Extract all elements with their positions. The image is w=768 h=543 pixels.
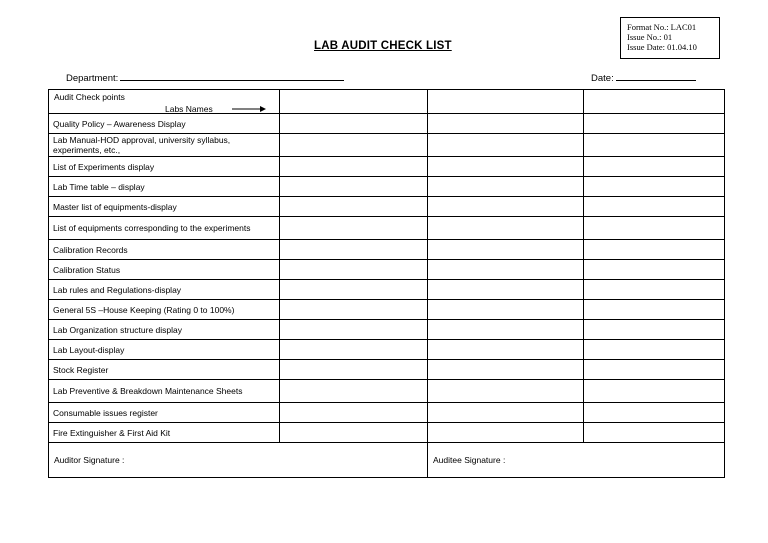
- check-point-label: Master list of equipments-display: [49, 197, 280, 217]
- department-field: [66, 71, 344, 84]
- lab-entry-cell[interactable]: [280, 280, 428, 300]
- issue-date: Issue Date: 01.04.10: [627, 42, 697, 52]
- check-point-label: Calibration Records: [49, 240, 280, 260]
- lab-entry-cell[interactable]: [280, 380, 428, 403]
- lab-entry-cell[interactable]: [428, 157, 584, 177]
- page-title: LAB AUDIT CHECK LIST: [314, 40, 452, 52]
- lab-entry-cell[interactable]: [428, 423, 584, 443]
- check-point-label: Calibration Status: [49, 260, 280, 280]
- lab-entry-cell[interactable]: [584, 157, 725, 177]
- lab-entry-cell[interactable]: [428, 217, 584, 240]
- lab-entry-cell[interactable]: [428, 280, 584, 300]
- check-point-label: Stock Register: [49, 360, 280, 380]
- date-field: [591, 71, 696, 84]
- format-number: Format No.: LAC01: [627, 22, 697, 32]
- lab-entry-cell[interactable]: [584, 280, 725, 300]
- table-row: [49, 300, 725, 320]
- lab-entry-cell[interactable]: [428, 360, 584, 380]
- labs-names-heading: Labs Names: [165, 104, 213, 114]
- lab-entry-cell[interactable]: [280, 114, 428, 134]
- check-point-label: List of equipments corresponding to the experiments: [49, 217, 280, 240]
- lab-entry-cell[interactable]: [280, 340, 428, 360]
- lab-entry-cell[interactable]: [428, 240, 584, 260]
- lab-entry-cell[interactable]: [280, 217, 428, 240]
- auditor-signature-label: Auditor Signature :: [54, 455, 125, 465]
- table-row: [49, 157, 725, 177]
- table-row: [49, 260, 725, 280]
- check-point-label: Lab Preventive & Breakdown Maintenance Sheets: [49, 380, 280, 403]
- check-point-label: Lab Manual-HOD approval, university syllabus, experiments, etc.,: [49, 134, 280, 157]
- table-row: [49, 177, 725, 197]
- auditor-signature-cell[interactable]: [49, 443, 428, 478]
- lab-entry-cell[interactable]: [584, 340, 725, 360]
- table-row: [49, 280, 725, 300]
- check-point-label: Quality Policy – Awareness Display: [49, 114, 280, 134]
- auditee-signature-label: Auditee Signature :: [433, 455, 506, 465]
- check-point-label: Lab Time table – display: [49, 177, 280, 197]
- lab-entry-cell[interactable]: [280, 260, 428, 280]
- table-row: [49, 114, 725, 134]
- lab-entry-cell[interactable]: [584, 114, 725, 134]
- lab-entry-cell[interactable]: [428, 340, 584, 360]
- table-row: [49, 360, 725, 380]
- lab-entry-cell[interactable]: [584, 403, 725, 423]
- check-point-label: Consumable issues register: [49, 403, 280, 423]
- check-point-label: Fire Extinguisher & First Aid Kit: [49, 423, 280, 443]
- lab-entry-cell[interactable]: [428, 260, 584, 280]
- lab-entry-cell[interactable]: [280, 197, 428, 217]
- lab-entry-cell[interactable]: [428, 320, 584, 340]
- check-point-label: Lab Layout-display: [49, 340, 280, 360]
- header-cell: [49, 90, 280, 114]
- lab-entry-cell[interactable]: [584, 360, 725, 380]
- table-row: [49, 320, 725, 340]
- lab-entry-cell[interactable]: [428, 134, 584, 157]
- issue-number: Issue No.: 01: [627, 32, 673, 42]
- lab-entry-cell[interactable]: [584, 260, 725, 280]
- lab-entry-cell[interactable]: [280, 360, 428, 380]
- lab-column-cell[interactable]: [280, 90, 428, 114]
- lab-entry-cell[interactable]: [428, 300, 584, 320]
- lab-column-cell[interactable]: [428, 90, 584, 114]
- lab-entry-cell[interactable]: [584, 423, 725, 443]
- table-row: [49, 340, 725, 360]
- lab-entry-cell[interactable]: [428, 403, 584, 423]
- lab-entry-cell[interactable]: [584, 380, 725, 403]
- lab-entry-cell[interactable]: [280, 403, 428, 423]
- lab-entry-cell[interactable]: [584, 240, 725, 260]
- lab-entry-cell[interactable]: [428, 197, 584, 217]
- table-row: [49, 403, 725, 423]
- date-label: Date:: [591, 73, 614, 84]
- department-blank-line[interactable]: [120, 71, 344, 81]
- audit-check-points-heading: Audit Check points: [54, 92, 125, 102]
- check-point-label: General 5S –House Keeping (Rating 0 to 100%): [49, 300, 280, 320]
- lab-entry-cell[interactable]: [280, 423, 428, 443]
- check-point-label: Lab rules and Regulations-display: [49, 280, 280, 300]
- table-header-row: [49, 90, 725, 114]
- format-info-box: [620, 17, 720, 59]
- lab-entry-cell[interactable]: [584, 217, 725, 240]
- table-row: [49, 134, 725, 157]
- lab-entry-cell[interactable]: [280, 157, 428, 177]
- lab-entry-cell[interactable]: [428, 114, 584, 134]
- lab-entry-cell[interactable]: [280, 134, 428, 157]
- department-label: Department:: [66, 73, 119, 84]
- right-arrow-icon: [231, 104, 267, 114]
- date-blank-line[interactable]: [616, 71, 696, 81]
- table-row: [49, 197, 725, 217]
- table-row: [49, 240, 725, 260]
- lab-entry-cell[interactable]: [428, 177, 584, 197]
- lab-entry-cell[interactable]: [428, 380, 584, 403]
- auditee-signature-cell[interactable]: [428, 443, 725, 478]
- lab-entry-cell[interactable]: [584, 300, 725, 320]
- lab-entry-cell[interactable]: [584, 320, 725, 340]
- lab-entry-cell[interactable]: [584, 177, 725, 197]
- lab-column-cell[interactable]: [584, 90, 725, 114]
- check-point-label: Lab Organization structure display: [49, 320, 280, 340]
- lab-entry-cell[interactable]: [584, 197, 725, 217]
- lab-entry-cell[interactable]: [280, 320, 428, 340]
- check-point-label: List of Experiments display: [49, 157, 280, 177]
- lab-entry-cell[interactable]: [280, 177, 428, 197]
- table-row: [49, 217, 725, 240]
- audit-checklist-table: [48, 89, 725, 478]
- table-row: [49, 380, 725, 403]
- lab-entry-cell[interactable]: [584, 134, 725, 157]
- lab-entry-cell[interactable]: [280, 300, 428, 320]
- lab-entry-cell[interactable]: [280, 240, 428, 260]
- table-row: [49, 423, 725, 443]
- signature-row: [49, 443, 725, 478]
